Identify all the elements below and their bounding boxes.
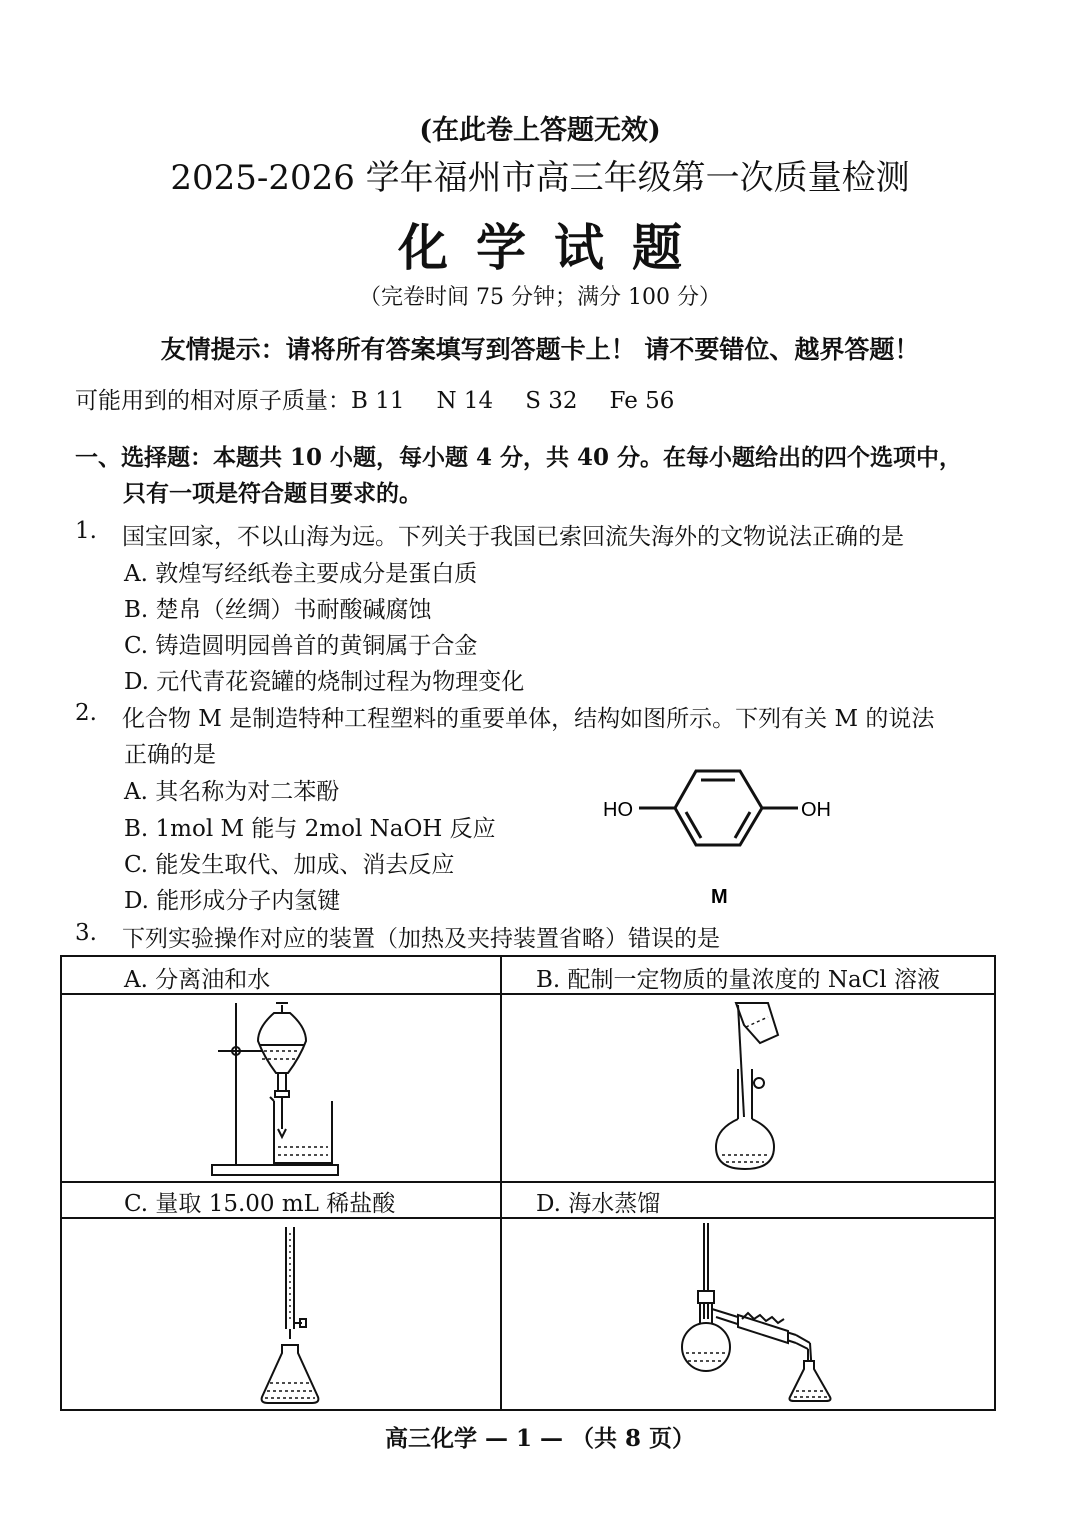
separatory-funnel-apparatus-icon [202,997,352,1179]
apparatus-table [60,955,996,1411]
section-heading-line: 一、选择题：本题共 10 小题，每小题 4 分，共 40 分。在每小题给出的四个选项中， [75,444,963,471]
cell-c-label: C. 量取 15.00 mL 稀盐酸 [124,1191,396,1217]
mass-item: Fe 56 [609,388,675,414]
question-2-option-c: C. 能发生取代、加成、消去反应 [124,852,455,878]
cell-b-label: B. 配制一定物质的量浓度的 NaCl 溶液 [536,967,940,993]
question-1-stem: 国宝回家，不以山海为远。下列关于我国已索回流失海外的文物说法正确的是 [122,524,904,550]
question-2-option-d: D. 能形成分子内氢键 [124,888,341,914]
volumetric-flask-apparatus-icon [708,997,818,1179]
hydroxyl-right-label: OH [801,799,831,821]
question-2-option-b: B. 1mol M 能与 2mol NaOH 反应 [124,816,496,842]
molecule-m-structure [595,755,855,915]
table-divider [62,1181,994,1183]
atomic-masses-label: 可能用到的相对原子质量： [75,388,351,414]
question-1-option-c: C. 铸造圆明园兽首的黄铜属于合金 [124,633,478,659]
answer-invalid-notice: (在此卷上答题无效) [419,115,661,146]
page-footer: 高三化学 — 1 — （共 8 页） [384,1425,696,1452]
question-1-option-a: A. 敦煌写经纸卷主要成分是蛋白质 [124,561,478,587]
table-divider [500,957,502,1409]
molecule-label: M [711,886,728,908]
mass-item: S 32 [525,388,578,414]
mass-item: B 11 [351,388,405,414]
hydroxyl-left-label: HO [603,799,633,821]
benzene-ring-icon [639,771,798,845]
question-1-option-d: D. 元代青花瓷罐的烧制过程为物理变化 [124,669,525,695]
question-3-stem: 下列实验操作对应的装置（加热及夹持装置省略）错误的是 [122,926,720,952]
question-1-number: 1. [75,518,97,544]
question-2-stem: 正确的是 [124,742,216,768]
exam-timing: （完卷时间 75 分钟；满分 100 分） [359,285,721,310]
question-3-number: 3. [75,920,97,946]
question-2-number: 2. [75,700,97,726]
subject-title: 化学试题 [398,218,710,277]
mass-item: N 14 [436,388,494,414]
question-2-option-a: A. 其名称为对二苯酚 [124,779,340,805]
cell-d-label: D. 海水蒸馏 [536,1191,661,1217]
distillation-apparatus-icon [672,1219,852,1409]
section-heading-line: 只有一项是符合题目要求的。 [123,480,422,507]
friendly-tip: 友情提示：请将所有答案填写到答题卡上！ 请不要错位、越界答题！ [160,335,920,364]
question-1-option-b: B. 楚帛（丝绸）书耐酸碱腐蚀 [124,597,432,623]
burette-flask-apparatus-icon [252,1219,342,1409]
cell-a-label: A. 分离油和水 [124,967,271,993]
exam-title: 2025-2026 学年福州市高三年级第一次质量检测 [170,158,910,198]
question-2-stem: 化合物 M 是制造特种工程塑料的重要单体，结构如图所示。下列有关 M 的说法 [122,706,935,732]
section-heading [75,440,962,512]
atomic-masses [75,382,674,415]
